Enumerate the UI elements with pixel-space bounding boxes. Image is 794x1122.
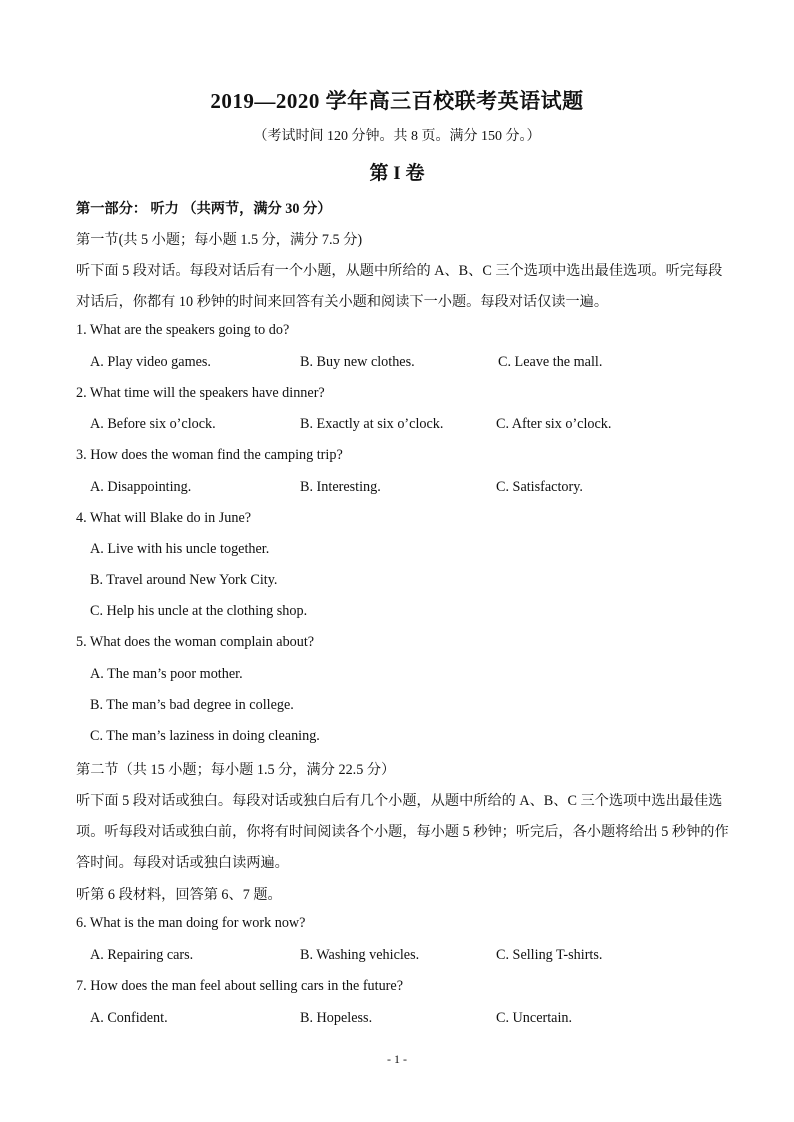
exam-info: （考试时间 120 分钟。共 8 页。满分 150 分。） xyxy=(253,129,541,144)
q2-option-a: A. Before six o’clock. xyxy=(90,416,216,432)
q1-option-c: C. Leave the mall. xyxy=(498,354,603,370)
section2-heading: 第二节（共 15 小题；每小题 1.5 分，满分 22.5 分） xyxy=(76,762,396,778)
question-1: 1. What are the speakers going to do? xyxy=(76,322,290,338)
section2-instructions-line2: 项。听每段对话或独白前，你将有时间阅读各个小题，每小题 5 秒钟；听完后，各小题将给出 5 秒钟的作 xyxy=(76,824,729,840)
material-6-note: 听第 6 段材料，回答第 6、7 题。 xyxy=(76,887,282,903)
section1-instructions-line1: 听下面 5 段对话。每段对话后有一个小题，从题中所给的 A、B、C 三个选项中选出最佳选项。听完每段 xyxy=(76,263,723,279)
section2-instructions-line3: 答时间。每段对话或独白读两遍。 xyxy=(76,855,289,871)
section1-heading: 第一节(共 5 小题；每小题 1.5 分，满分 7.5 分) xyxy=(76,232,363,248)
page-title: 2019—2020 学年高三百校联考英语试题 xyxy=(210,89,584,113)
q4-option-a: A. Live with his uncle together. xyxy=(90,541,270,557)
q7-option-c: C. Uncertain. xyxy=(496,1010,573,1026)
q6-option-b: B. Washing vehicles. xyxy=(300,947,420,963)
question-6: 6. What is the man doing for work now? xyxy=(76,915,306,931)
section2-instructions-line1: 听下面 5 段对话或独白。每段对话或独白后有几个小题，从题中所给的 A、B、C 三个选项中选出最佳选 xyxy=(76,793,723,809)
q5-option-a: A. The man’s poor mother. xyxy=(90,666,243,682)
q3-option-a: A. Disappointing. xyxy=(90,479,192,495)
q6-option-c: C. Selling T-shirts. xyxy=(496,947,603,963)
q2-option-b: B. Exactly at six o’clock. xyxy=(300,416,444,432)
q7-option-a: A. Confident. xyxy=(90,1010,168,1026)
question-2: 2. What time will the speakers have dinner? xyxy=(76,385,325,401)
q7-option-b: B. Hopeless. xyxy=(300,1010,373,1026)
q4-option-c: C. Help his uncle at the clothing shop. xyxy=(90,603,308,619)
question-7: 7. How does the man feel about selling cars in the future? xyxy=(76,978,403,994)
q3-option-b: B. Interesting. xyxy=(300,479,381,495)
question-3: 3. How does the woman find the camping trip? xyxy=(76,447,343,463)
q6-option-a: A. Repairing cars. xyxy=(90,947,194,963)
q5-option-b: B. The man’s bad degree in college. xyxy=(90,697,294,713)
page-number: - 1 - xyxy=(387,1052,407,1066)
q4-option-b: B. Travel around New York City. xyxy=(90,572,278,588)
q5-option-c: C. The man’s laziness in doing cleaning. xyxy=(90,728,320,744)
q1-option-b: B. Buy new clothes. xyxy=(300,354,415,370)
question-5: 5. What does the woman complain about? xyxy=(76,634,315,650)
question-4: 4. What will Blake do in June? xyxy=(76,510,252,526)
section1-instructions-line2: 对话后，你都有 10 秒钟的时间来回答有关小题和阅读下一小题。每段对话仅读一遍。 xyxy=(76,294,609,310)
q2-option-c: C. After six o’clock. xyxy=(496,416,612,432)
q3-option-c: C. Satisfactory. xyxy=(496,479,583,495)
volume-heading: 第 I 卷 xyxy=(369,163,425,184)
part1-heading: 第一部分： 听力 （共两节，满分 30 分） xyxy=(76,201,332,217)
q1-option-a: A. Play video games. xyxy=(90,354,211,370)
